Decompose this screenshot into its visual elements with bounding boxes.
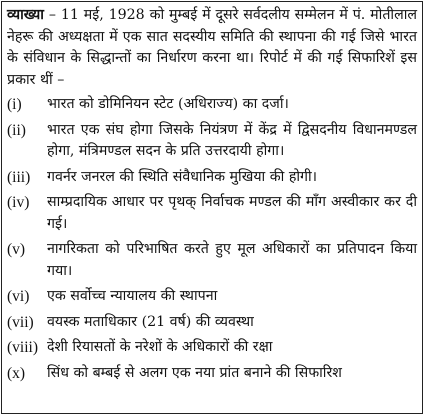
- item-text: गवर्नर जनरल की स्थिति संवैधानिक मुखिया की होगी।: [47, 168, 318, 185]
- item-text: साम्प्रदायिक आधार पर पृथक् निर्वाचक मण्डल की माँग अस्वीकार कर दी गई।: [47, 194, 417, 232]
- list-item: [7, 337, 417, 359]
- item-number: (vi): [7, 288, 30, 305]
- item-text: देशी रियासतों के नरेशों के अधिकारों की रक्षा: [47, 339, 273, 355]
- item-text: वयस्क मताधिकार (21 वर्ष) की व्यवस्था: [47, 313, 254, 330]
- item-number: (iii): [7, 168, 31, 186]
- item-text: भारत एक संघ होगा जिसके नियंत्रण में केंद्र में द्विसदनीय विधानमण्डल होगा, मंत्रिमण्डल सदन के प्रति उत्तरदायी होगा।: [47, 121, 417, 159]
- item-number: (i): [7, 96, 22, 113]
- list-item: [7, 286, 417, 308]
- item-text: नागरिकता को परिभाषित करते हुए मूल अधिकारों का प्रतिपादन किया गया।: [47, 241, 417, 279]
- list-item: [7, 120, 417, 163]
- list-item: [7, 363, 417, 385]
- recommendation-list: [7, 94, 417, 384]
- item-number: (vii): [7, 313, 34, 331]
- document-box: [1, 1, 423, 414]
- item-number: (v): [7, 241, 26, 258]
- list-item: [7, 192, 417, 235]
- item-text: सिंध को बम्बई से अलग एक नया प्रांत बनाने की सिफारिश: [47, 364, 342, 381]
- list-item: [7, 239, 417, 282]
- intro-text: – 11 मई, 1928 को मुम्बई में दूसरे सर्वदलीय सम्मेलन में पं. मोतीलाल नेहरू की अध्यक्षता में एक सात सदस्यीय समिति की स्थापना की गई जिसे भारत के संविधान के सिद्धान्तों का निर्धारण करना था। रिपोर्ट में की गई सिफारिशें इस प्रकार थीं –: [7, 7, 417, 88]
- list-item: [7, 94, 417, 116]
- intro-heading: व्याख्या: [7, 7, 44, 23]
- item-number: (ii): [7, 121, 26, 139]
- item-number: (viii): [7, 339, 38, 356]
- item-text: एक सर्वोच्च न्यायालय की स्थापना: [47, 288, 218, 304]
- item-number: (iv): [7, 194, 30, 211]
- list-item: [7, 312, 417, 334]
- intro-paragraph: [7, 5, 417, 91]
- item-text: भारत को डोमिनियन स्टेट (अधिराज्य) का दर्जा।: [47, 96, 289, 112]
- item-number: (x): [7, 364, 26, 382]
- list-item: [7, 167, 417, 189]
